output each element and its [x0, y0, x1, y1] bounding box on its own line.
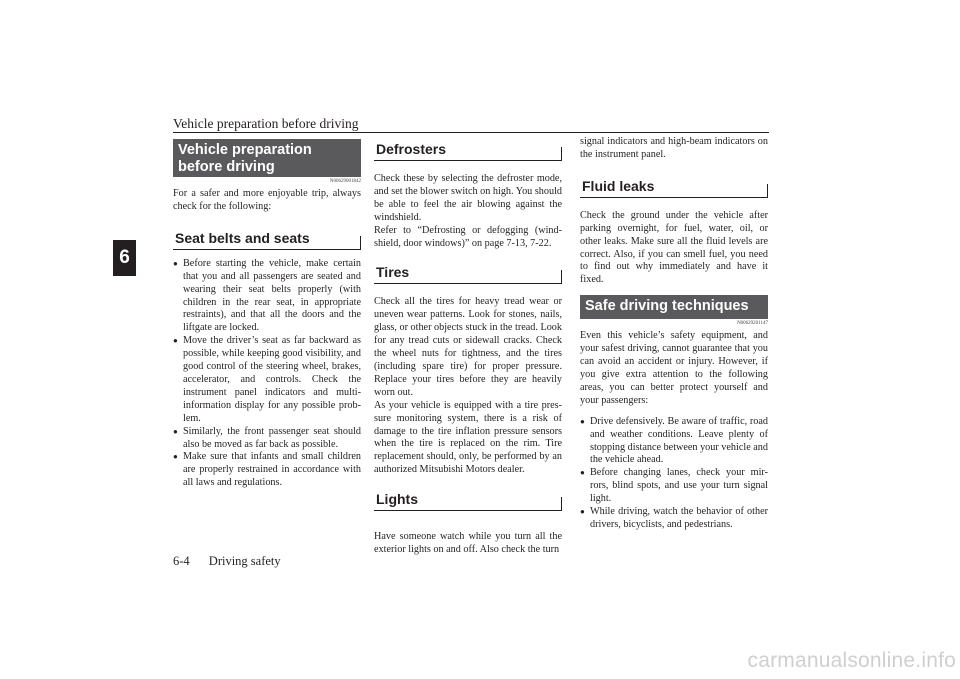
section-heading-seat-belts: Seat belts and seats: [173, 230, 361, 250]
defrosters-reference: Refer to “Defrosting or defogging (wind-shield, door windows)” on page 7-13, 7-22.: [374, 224, 562, 249]
section-code: N00629001842: [329, 179, 361, 184]
watermark-logo: carmanualsonline.info: [747, 649, 956, 672]
tires-text-2: As your vehicle is equipped with a tire pres-sure monitoring system, there is a risk of damage to the tire inflation pressure sensors when the tire is replaced on the rim. Tire replacement should, only, be performed by an authorized Mitsubishi Motors dealer.: [374, 399, 562, 476]
page-header-title: Vehicle preparation before driving: [173, 116, 359, 131]
column-1: [173, 139, 361, 490]
column-3: [580, 136, 768, 532]
list-item: ● While driving, watch the behavior of other drivers, bicyclists, and pedestrians.: [580, 506, 768, 532]
list-item: ● Move the driver’s seat as far backward as possible, while keeping good visibility, and good control of the steering wheel, brakes, accelerator, and controls. Check the instrument panel indicators and multi-information display for any possible prob-lem.: [173, 335, 361, 425]
chapter-tab: 6: [113, 240, 136, 276]
section-code: N00629201147: [737, 321, 768, 327]
section-heading-fluid-leaks: Fluid leaks: [580, 178, 768, 198]
intro-text: For a safer and more enjoyable trip, always check for the following:: [173, 188, 361, 212]
page-number: 6-4: [173, 554, 190, 568]
list-item: ● Similarly, the front passenger seat should also be moved as far back as possible.: [173, 426, 361, 452]
defrosters-text: Check these by selecting the defroster mode, and set the blower switch on high. You should be able to feel the air blowing against the windshield.: [374, 173, 562, 223]
safe-driving-text: Even this vehicle’s safety equipment, and your safest driving, cannot guarantee that you can avoid an accident or injury. However, if you give extra attention to the following areas, you can better protect yourself and your passengers:: [580, 330, 768, 406]
header-rule: [173, 132, 769, 133]
page-footer: [173, 554, 281, 569]
lights-text-continued: signal indicators and high-beam indicators on the instrument panel.: [580, 136, 768, 160]
list-item: ● Before changing lanes, check your mir-rors, blind spots, and use your turn signal light.: [580, 467, 768, 506]
list-item: ● Before starting the vehicle, make certain that you and all passengers are seated and wearing their seat belts properly (with children in the rear seat, in appropriate restraints), and that all the doors and the liftgate are locked.: [173, 258, 361, 335]
list-item: ● Make sure that infants and small children are properly restrained in accordance with all laws and regulations.: [173, 451, 361, 490]
section-heading-safe-driving: Safe driving techniques: [580, 295, 768, 319]
list-item: ● Drive defensively. Be aware of traffic, road and weather conditions. Leave plenty of stopping distance between your vehicle and the vehicle ahead.: [580, 416, 768, 468]
section-heading-lights: Lights: [374, 491, 562, 511]
safe-driving-list: [580, 416, 768, 532]
section-heading-defrosters: Defrosters: [374, 141, 562, 161]
section-heading-vehicle-preparation: Vehicle preparation before driving: [173, 139, 361, 177]
section-heading-tires: Tires: [374, 264, 562, 284]
seat-belts-list: [173, 258, 361, 490]
tires-text-1: Check all the tires for heavy tread wear or uneven wear patterns. Look for stones, nails, glass, or other objects stuck in the tread. Look for any tread cuts or sidewall cracks. Check the wheel nuts for tightness, and the tires (including spare tire) for proper pressure. Replace your tires before they are heavily worn out.: [374, 296, 562, 398]
fluid-leaks-text: Check the ground under the vehicle after parking overnight, for fuel, water, oil, or other leaks. Make sure all the fluid levels are correct. Also, if you can smell fuel, you need to find out why immediately and have it fixed.: [580, 209, 768, 286]
column-2: [374, 141, 562, 557]
lights-text: Have someone watch while you turn all the exterior lights on and off. Also check the turn: [374, 531, 562, 556]
footer-section: Driving safety: [208, 554, 281, 568]
